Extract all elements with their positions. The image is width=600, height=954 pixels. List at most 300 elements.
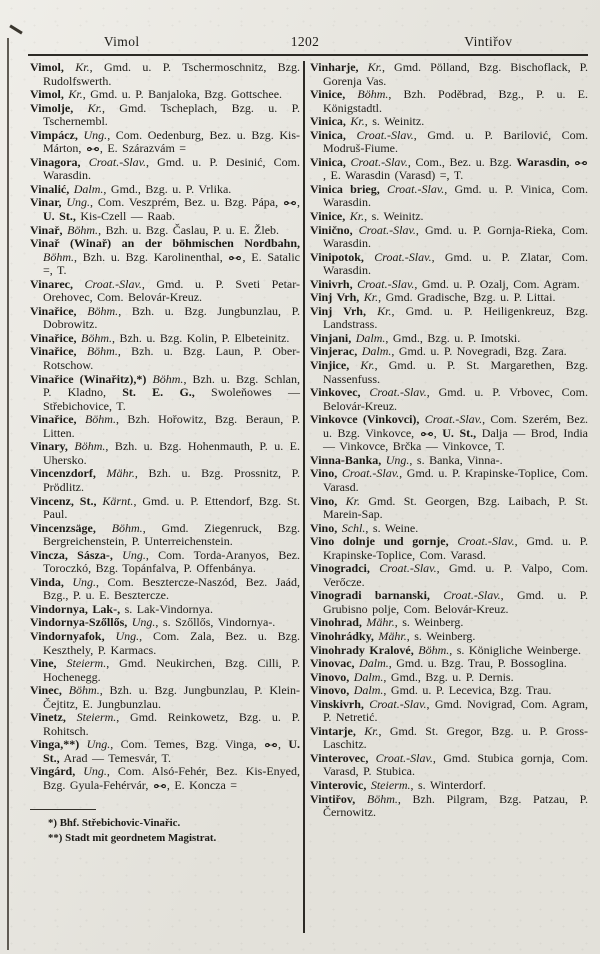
entry-segment: , Gmd. u. P. St. Margarethen, Bzg. Nassenfuss. <box>323 358 589 386</box>
entry <box>30 102 300 129</box>
entry-segment: Ung. <box>83 127 108 142</box>
entry-segment: , Gmd. u. P. Desinić, Com. Warasdin. <box>43 154 301 183</box>
entry <box>310 454 588 468</box>
entry-segment: Böhm. <box>87 303 119 318</box>
entry-segment: Kr. <box>367 60 382 74</box>
entry-segment: , E. Satalic =, T. <box>43 249 301 278</box>
entry <box>310 616 588 630</box>
entry <box>310 725 588 752</box>
entry-segment: , Com. Oedenburg, Bez. u. Bzg. Kis-Márton, <box>43 127 300 156</box>
entry-segment: Böhm. <box>86 344 118 359</box>
entry-segment: Böhm. <box>81 330 113 345</box>
entry-headword: Vinga,**) <box>30 737 80 752</box>
entry-segment: Dalm. <box>361 344 392 359</box>
column-left <box>30 61 300 933</box>
entry-segment: Croat.-Slav. <box>358 222 416 237</box>
entry-segment: , Com. Alsó-Fehér, Bez. Kis-Enyed, Bzg. Gyula-Fehérvár, <box>43 764 300 792</box>
entry-segment: U. St., <box>442 425 477 440</box>
entry <box>30 332 300 346</box>
entry-segment: Dalm. <box>359 656 389 671</box>
entry-segment: Schl. <box>341 520 366 535</box>
entry-headword: Vinec, <box>30 683 62 698</box>
entry <box>30 549 300 576</box>
entry-headword: Vine, <box>30 656 57 671</box>
entry-headword: Vino, <box>310 520 338 535</box>
entry-segment: Croat.-Slav. <box>375 750 433 765</box>
entry-segment: , Gmd. u. P. Banjaloka, Bzg. Gottschee. <box>82 87 283 102</box>
entry-segment: Böhm. <box>111 520 143 535</box>
entry <box>30 711 300 738</box>
entry-segment: , Gmd. u. P. Grubisno polje, Com. Belovár-Kreuz. <box>323 588 589 616</box>
entry-headword: Vinipotok, <box>310 249 364 264</box>
entry-headword: Vino, <box>310 466 338 481</box>
entry-segment: Ung. <box>115 628 140 643</box>
entry-headword: Vinkovec, <box>310 385 361 400</box>
entry-segment: Kr. <box>350 114 365 129</box>
entry <box>310 359 588 386</box>
entry-segment: , E. Szárazvám = <box>99 141 187 156</box>
entry-segment: Ung. <box>66 195 91 210</box>
entry-segment: , s. Weinitz. <box>364 114 425 129</box>
entry-segment: Mähr. <box>366 615 395 630</box>
entry-segment <box>430 588 443 602</box>
entry-segment: , Bzh. Poděbrad, Bzg., P. u. E. Königstadtl. <box>323 87 589 115</box>
footnote-text: Stadt mit geordnetem Magistrat. <box>65 832 217 845</box>
entry <box>310 752 588 779</box>
entry <box>310 115 588 129</box>
entry-segment: St. E. G., <box>122 385 195 400</box>
entry-headword: Vinica, <box>310 154 346 169</box>
entry-segment: , Bzh. u. Bzg. Prossnitz, P. Prödlitz. <box>43 466 300 494</box>
entry <box>30 765 300 792</box>
entry-segment: Warasdin, <box>516 154 570 169</box>
column-right <box>310 61 588 933</box>
entry-segment: Steierm. <box>76 710 117 725</box>
entry-segment: , Gmd. u. P. Barilović, Com. Modruš-Fiume. <box>323 127 588 156</box>
entry-segment: s. Lak-Vindornya. <box>120 601 214 616</box>
entry-segment: U. St., <box>43 737 301 765</box>
entry <box>30 278 300 305</box>
entry-headword: Vino dolnje und gornje, <box>310 534 449 549</box>
entry-segment: Kr. <box>87 100 102 115</box>
entry-segment: , Com. Veszprém, Bez. u. Bzg. Pápa, <box>90 195 283 210</box>
entry-segment: Ung. <box>122 547 146 562</box>
entry-segment <box>355 792 367 806</box>
entry-segment: Kr. <box>360 358 375 373</box>
entry-headword: Vinař, <box>30 222 63 237</box>
entry <box>310 61 588 88</box>
entry <box>310 495 588 522</box>
entry <box>30 183 300 197</box>
entry <box>310 332 588 346</box>
entry-segment: , s. Winterdorf. <box>410 777 486 792</box>
entry-segment: Croat.-Slav. <box>356 127 414 142</box>
entry-segment: , Com. Temes, Bzg. Vinga, <box>110 737 264 752</box>
entry-segment <box>349 358 360 372</box>
column-divider-rule <box>303 61 305 933</box>
entry <box>310 657 588 671</box>
entry-headword: Vindornyafok, <box>30 628 105 643</box>
entry-segment: , Gmd. u. P. Vinica, Com. Warasdin. <box>323 181 588 210</box>
entry <box>30 684 300 711</box>
entry-segment: Croat.-Slav. <box>379 561 437 576</box>
entry-segment: Böhm. <box>418 642 450 657</box>
entry <box>310 779 588 793</box>
entry-segment: , Gmd. Gradische, Bzg. u. P. Littai. <box>378 290 556 305</box>
entry-segment: , s. Weinberg. <box>406 628 476 643</box>
entry-headword: Vincenzdorf, <box>30 466 96 481</box>
entry-segment <box>105 629 116 643</box>
entry-segment: Dalja — Brod, India — Vinkovce, Brčka — Vinkovce, T. <box>323 425 589 454</box>
entry-headword: Vinařice, <box>30 412 77 427</box>
entry-segment: Ung. <box>385 452 410 467</box>
entry-segment: Ung. <box>131 615 156 630</box>
entry-headword: Vincenzsäge, <box>30 520 96 535</box>
entry <box>310 671 588 685</box>
post-horn-icon <box>264 741 278 749</box>
entry-headword: Vinařice, <box>30 330 77 345</box>
footnote <box>30 832 300 845</box>
entry-segment: , Bzh. u. Bzg. Kolin, P. Elbeteinitz. <box>112 330 290 345</box>
entry-segment: , Gmd. Reinkowetz, Bzg. u. P. Rohitsch. <box>43 710 300 738</box>
entry <box>310 535 588 562</box>
entry-headword: Vinogradci, <box>310 561 370 576</box>
entry-segment <box>81 155 89 169</box>
entry-headword: Vimolje, <box>30 100 74 115</box>
entry-segment: , Gmd. Tscheplach, Bzg. u. P. Tschernembl. <box>43 100 301 129</box>
column-right-entries <box>310 61 588 820</box>
entry-headword: Vinagora, <box>30 154 81 169</box>
entry-segment: , Gmd., Bzg. u. P. Vrlika. <box>103 181 232 196</box>
entry-segment: Böhm. <box>67 222 99 237</box>
entry <box>30 616 300 630</box>
entry-segment: , E. Koncza = <box>166 777 238 792</box>
entry-headword: Vinično, <box>310 222 353 237</box>
entry-segment: Croat.-Slav. <box>369 696 427 711</box>
entry-segment: Dalm. <box>355 330 386 345</box>
entry <box>310 522 588 536</box>
entry-segment <box>364 250 374 264</box>
entry-segment: Ung. <box>72 574 97 589</box>
entry-headword: Vinary, <box>30 439 68 454</box>
entry-segment: Croat.-Slav. <box>457 534 515 549</box>
entry-segment: Steierm. <box>66 656 107 671</box>
entry-segment: , Gmd. Pölland, Bzg. Bischoflack, P. Gorenja Vas. <box>323 60 588 88</box>
entry-segment: , Bzh. u. Bzg. Schlan, P. Kladno, <box>43 371 300 400</box>
entry-segment <box>66 710 77 724</box>
entry-segment: Gmd. St. Georgen, Bzg. Laibach, P. St. Marein-Sap. <box>323 493 588 522</box>
entry-segment: , Bzh. u. Bzg. Hohenmauth, P. u. E. Uhersko. <box>43 439 301 467</box>
footnotes <box>30 809 300 846</box>
entry <box>30 413 300 440</box>
entry-segment: Steierm. <box>370 777 411 792</box>
entry-segment: Swoleňowes — Střebichovice, T. <box>43 385 300 413</box>
entry-segment: , Bzh. Pilgram, Bzg. Patzau, P. Černowitz. <box>323 791 589 820</box>
entry-segment: Kärnt. <box>102 493 134 508</box>
entry-headword: Vinar, <box>30 195 62 210</box>
entry-segment: Böhm. <box>366 791 398 806</box>
entry-segment: Kr. <box>68 87 83 102</box>
entry-segment: Kr. <box>75 60 90 74</box>
entry-segment: , Bzh. u. Bzg. Laun, P. Ober-Rotschow. <box>43 344 301 373</box>
entry-segment: Croat.-Slav. <box>424 412 483 427</box>
entry-segment: , Gmd. u. P. Sveti Petar-Orehovec, Com. Belovár-Kreuz. <box>43 276 300 305</box>
entry <box>30 440 300 467</box>
entry <box>310 386 588 413</box>
entry-segment: Kr. <box>364 723 379 738</box>
entry-headword: Vimpácz, <box>30 127 78 142</box>
entry-segment: Croat.-Slav. <box>341 466 400 481</box>
entry <box>310 589 588 616</box>
entry-segment <box>77 304 88 318</box>
entry-headword: Vinařice, <box>30 344 77 359</box>
post-horn-icon <box>153 782 167 790</box>
entry <box>30 224 300 238</box>
entry-segment: , Gmd. Stubica gornja, Com. Varasd, P. Stubica. <box>323 750 588 779</box>
entry-segment <box>64 60 75 74</box>
entry-segment <box>73 277 85 291</box>
entry-headword: Vinogradi barnanski, <box>310 588 430 603</box>
entry-segment: , Gmd. u. P. Valpo, Com. Verőcze. <box>323 561 588 589</box>
entry-segment: , Gmd. u. P. Gornja-Rieka, Com. Warasdin. <box>323 222 589 251</box>
entry <box>30 61 300 88</box>
entry-segment: , Bzh. u. Bzg. Časlau, P. u. E. Žleb. <box>98 222 280 237</box>
text-columns <box>0 56 600 933</box>
entry <box>310 88 588 115</box>
entry-segment: , Gmd. u. P. Krapinske-Toplice, Com. Varasd. <box>323 534 589 562</box>
entry <box>30 522 300 549</box>
entry <box>30 738 300 765</box>
entry-segment: Ung. <box>83 764 107 779</box>
entry-headword: Vinjerac, <box>310 344 358 359</box>
entry-segment: , Bzh. u. Bzg. Jungbunzlau, P. Dobrowitz. <box>43 303 300 332</box>
entry-segment: , Bzh. u. Bzg. Karolinenthal, <box>74 249 229 264</box>
entry <box>310 793 588 820</box>
entry-segment <box>96 466 107 480</box>
entry-segment <box>113 548 122 562</box>
entry-segment: Mähr. <box>378 628 407 643</box>
entry-segment: Croat.-Slav. <box>386 181 445 196</box>
column-left-entries <box>30 61 300 793</box>
entry-segment: Croat.-Slav. <box>84 276 142 291</box>
page-number: 1202 <box>290 34 320 49</box>
entry-segment: Böhm. <box>43 249 74 264</box>
entry-segment <box>359 60 368 74</box>
entry <box>310 413 588 454</box>
entry-segment: , Com. Torda-Aranyos, Bez. Toroczkó, Bzg. Topánfalva, P. Offenbánya. <box>43 547 301 576</box>
entry-segment: Dalm. <box>73 181 104 196</box>
entry-segment: Böhm. <box>152 371 184 386</box>
entry-headword: Vingárd, <box>30 764 76 779</box>
entry <box>310 698 588 725</box>
entry-segment: , s. Szőllős, Vindornya-. <box>155 615 276 630</box>
post-horn-icon <box>228 254 242 262</box>
entry-headword: Vintiřov, <box>310 791 356 806</box>
entry-headword: Vimol, <box>30 87 64 102</box>
entry-headword: Vimol, <box>30 60 64 74</box>
entry-segment: Croat.-Slav. <box>357 276 415 291</box>
entry-segment: Croat.-Slav. <box>88 154 147 169</box>
entry-segment: , Gmd. u. P. Ozalj, Com. Agram. <box>414 276 580 291</box>
entry-segment <box>62 683 69 697</box>
entry-headword: Vinarec, <box>30 276 73 291</box>
entry-segment: Kr. <box>349 209 365 224</box>
entry-segment: Böhm. <box>357 87 389 102</box>
entry-segment: Mähr. <box>106 466 135 481</box>
entry-headword: Vinohrad, <box>310 615 362 630</box>
entry-segment: , Bzh. u. Bzg. Jungbunzlau, P. Klein-Čejtitz, E. Jungbunzlau. <box>43 683 300 711</box>
entry-segment: , Com. Szerém, Bez. u. Bzg. Vinkovce, <box>323 412 589 440</box>
entry-segment <box>77 412 85 426</box>
entry <box>310 224 588 251</box>
entry <box>310 183 588 210</box>
entry-segment: Kis-Czell — Raab. <box>75 209 175 224</box>
entry-segment: , Bzh. Hořowitz, Bzg. Beraun, P. Litten. <box>43 412 301 440</box>
entry-segment <box>345 87 357 101</box>
entry-headword: Vinica brieg, <box>310 181 380 196</box>
entry-segment <box>73 101 87 115</box>
entry-segment: Böhm. <box>74 439 106 454</box>
entry-segment: , s. Weine. <box>365 520 419 535</box>
footnote-rule <box>30 809 96 811</box>
entry-headword: Vinjani, <box>310 330 352 345</box>
entry-headword: Vinovac, <box>310 656 355 671</box>
entry <box>310 210 588 224</box>
entry <box>310 305 588 332</box>
entry-headword: Vinalić, <box>30 181 70 196</box>
entry-headword: Vinařice (Winařitz),*) <box>30 371 147 386</box>
entry-segment <box>356 724 364 738</box>
entry-headword: Vinivrh, <box>310 276 353 291</box>
entry-headword: Vinj Vrh, <box>310 303 366 318</box>
entry <box>310 684 588 698</box>
entry-segment: , E. Warasdin (Varasd) =, T. <box>323 168 464 183</box>
post-horn-icon <box>420 430 434 438</box>
entry-segment: , s. Weinitz. <box>364 209 424 224</box>
entry-headword: Vinovo, <box>310 669 350 684</box>
entry-segment: Dalm. <box>353 669 384 684</box>
entry-headword: Vinskivrh, <box>310 696 364 711</box>
entry-headword: Vincenz, St., <box>30 493 97 508</box>
entry-segment: Croat.-Slav. <box>350 154 408 169</box>
entry <box>310 291 588 305</box>
entry <box>310 156 588 183</box>
entry-headword: Vinařice, <box>30 303 77 318</box>
entry <box>30 305 300 332</box>
entry-headword: Vinetz, <box>30 710 66 725</box>
entry-segment: , Gmd. Novigrad, Com. Agram, P. Netretić. <box>323 696 589 725</box>
entry-segment: , Gmd., Bzg. u. P. Imotski. <box>385 330 521 345</box>
entry-headword: Vinna-Banka, <box>310 452 382 467</box>
entry-headword: Vinj Vrh, <box>310 290 360 305</box>
entry-segment <box>366 304 377 318</box>
header-right-keyword: Vintiřov <box>464 34 513 49</box>
entry-segment: Croat.-Slav. <box>374 249 432 264</box>
entry-headword: Vinterovic, <box>310 777 367 792</box>
entry <box>30 495 300 522</box>
entry-segment: , Gmd. u. P. Krapinske-Toplice, Com. Varasd. <box>323 466 589 494</box>
entry <box>30 129 300 156</box>
entry-headword: Vinda, <box>30 574 64 589</box>
entry-headword: Vinterovec, <box>310 750 369 765</box>
header-left-keyword: Vimol <box>103 34 140 49</box>
entry <box>30 467 300 494</box>
entry-segment: , Gmd. u. P. Vrbovec, Com. Belovár-Kreuz. <box>323 385 588 413</box>
entry-headword: Vinohrádky, <box>310 628 374 643</box>
post-horn-icon <box>283 199 297 207</box>
entry-headword: Vinjice, <box>310 358 350 373</box>
entry <box>30 373 300 414</box>
entry-headword: Vinica, <box>310 127 346 142</box>
entry <box>30 630 300 657</box>
footnote-marker: *) <box>48 817 57 830</box>
entry-segment: Ung. <box>86 737 111 752</box>
entry <box>310 278 588 292</box>
entry-segment: , Gmd. u. P. Zlatar, Com. Warasdin. <box>323 249 588 278</box>
entry-segment <box>57 656 67 670</box>
entry-segment <box>346 128 357 142</box>
entry-segment: Croat.-Slav. <box>443 588 501 603</box>
footnote-text: Bhf. Střebichovic-Vinařic. <box>59 817 181 830</box>
entry-headword: Vindornya-Szőllős, <box>30 615 128 630</box>
entry-segment: , Gmd. Neukirchen, Bzg. Cilli, P. Hochenegg. <box>43 656 300 684</box>
entry-segment: , Com. Besztercze-Naszód, Bez. Jaád, Bzg., P. u. E. Besztercze. <box>43 574 301 603</box>
entry <box>310 345 588 359</box>
entry <box>30 345 300 372</box>
entry-headword: Vincza, Sásza-, <box>30 547 113 562</box>
entry-segment: , Com. Zala, Bez. u. Bzg. Keszthely, P. Karmacs. <box>43 628 301 657</box>
entry-segment: Arad — Temesvár, T. <box>59 750 171 765</box>
entry-headword: Vinkovce (Vinkovci), <box>310 412 420 427</box>
entry-segment: , <box>297 195 300 210</box>
entry-segment: , <box>277 737 289 752</box>
entry <box>310 562 588 589</box>
entry-segment: , s. Weinberg. <box>394 615 464 630</box>
entry-headword: Vindornya, Lak-, <box>30 601 121 616</box>
entry-segment: , Gmd., Bzg. u. P. Dernis. <box>383 669 514 684</box>
entry <box>310 129 588 156</box>
entry <box>30 237 300 278</box>
footnote <box>30 817 300 830</box>
entry-segment <box>370 561 379 575</box>
entry-segment: U. St., <box>43 209 76 224</box>
entry-segment: , Gmd. u. Bzg. Trau, P. Bossoglina. <box>388 656 567 671</box>
entry-segment: Kr. <box>377 303 392 318</box>
running-header <box>0 0 600 54</box>
entry-headword: Vinice, <box>310 209 346 224</box>
entry-segment: , s. Banka, Vinna-. <box>409 452 503 467</box>
scan-edge-artifact <box>7 38 9 950</box>
entry <box>310 251 588 278</box>
entry <box>310 630 588 644</box>
entry <box>30 603 300 617</box>
entry-segment: , Gmd. u. P. Ettendorf, Bzg. St. Paul. <box>43 493 301 522</box>
entry-segment: Böhm. <box>84 412 116 427</box>
entry <box>30 576 300 603</box>
entry-segment <box>96 521 112 535</box>
entry-segment: , Gmd. u. P. Tschermoschnitz, Bzg. Rudolfswerth. <box>43 60 301 88</box>
entry-segment: Kr. <box>345 493 360 508</box>
entry <box>30 196 300 223</box>
entry-headword: Vinica, <box>310 114 346 129</box>
entry-segment <box>449 534 458 548</box>
entry-segment <box>380 182 387 196</box>
entry <box>30 156 300 183</box>
entry <box>310 644 588 658</box>
post-horn-icon <box>574 159 588 167</box>
entry-segment: , Gmd. u. P. Lecevica, Bzg. Trau. <box>383 683 552 698</box>
entry-segment: , Gmd. u. P. Heiligenkreuz, Bzg. Landstrass. <box>323 303 588 332</box>
